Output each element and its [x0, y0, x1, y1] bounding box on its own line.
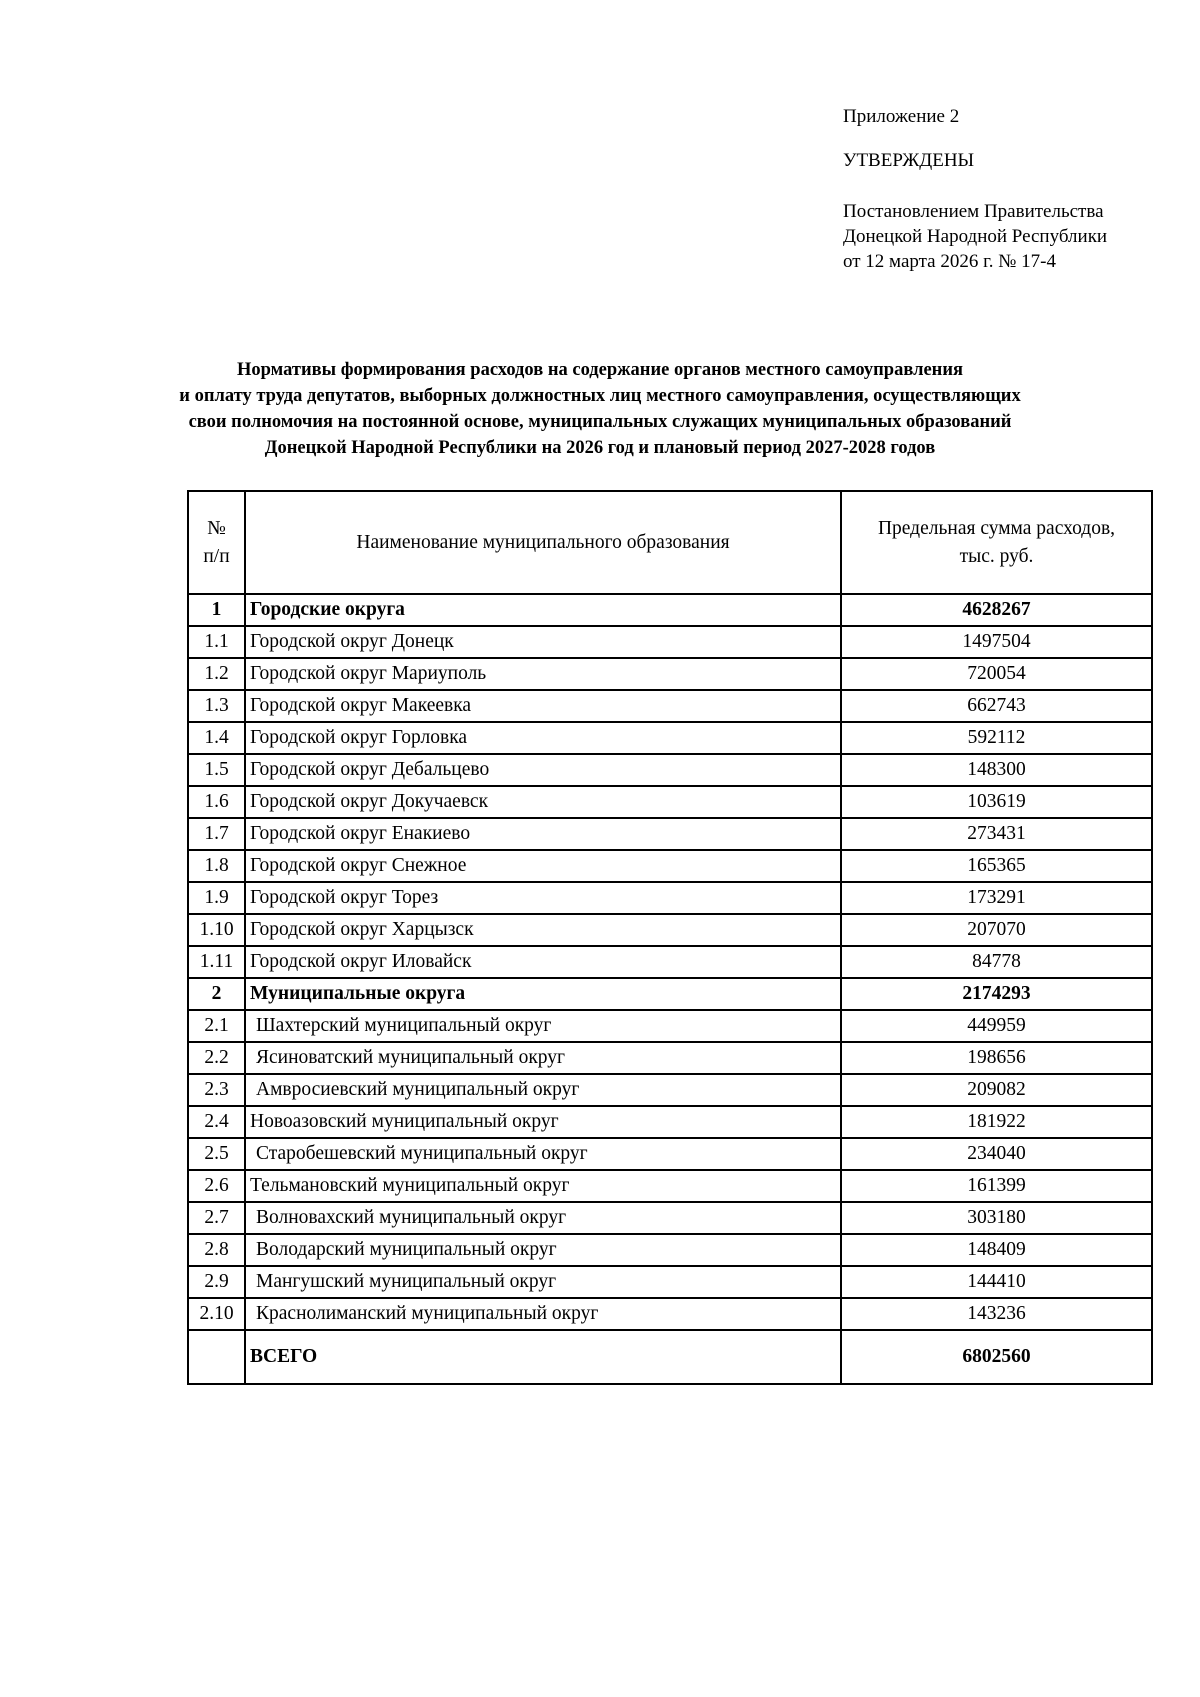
table-row	[188, 850, 1152, 882]
row-number: 1.3	[188, 690, 245, 722]
document-title	[150, 357, 1050, 461]
row-name: Волновахский муниципальный округ	[245, 1202, 841, 1234]
row-name: Новоазовский муниципальный округ	[245, 1106, 841, 1138]
decree-line-3: от 12 марта 2026 г. № 17-4	[843, 251, 1056, 272]
table-row	[188, 818, 1152, 850]
row-number: 2.4	[188, 1106, 245, 1138]
title-line-3: свои полномочия на постоянной основе, муниципальных служащих муниципальных образований	[188, 412, 1012, 432]
table-row	[188, 882, 1152, 914]
header-name: Наименование муниципального образования	[245, 491, 841, 594]
row-name: Городской округ Торез	[245, 882, 841, 914]
row-number: 2.6	[188, 1170, 245, 1202]
row-value: 209082	[841, 1074, 1152, 1106]
table-row	[188, 1074, 1152, 1106]
total-number-cell	[188, 1330, 245, 1384]
row-name: Амвросиевский муниципальный округ	[245, 1074, 841, 1106]
table-row	[188, 786, 1152, 818]
row-value: 181922	[841, 1106, 1152, 1138]
title-line-4: Донецкой Народной Республики на 2026 год и плановый период 2027-2028 годов	[264, 438, 936, 458]
table-row	[188, 1202, 1152, 1234]
decree-line-2: Донецкой Народной Республики	[843, 226, 1108, 247]
row-name: Городской округ Дебальцево	[245, 754, 841, 786]
table-row	[188, 754, 1152, 786]
row-value: 207070	[841, 914, 1152, 946]
appendix-label: Приложение 2	[843, 106, 960, 127]
row-value: 148300	[841, 754, 1152, 786]
row-number: 2.9	[188, 1266, 245, 1298]
total-row	[188, 1330, 1152, 1384]
row-name: Краснолиманский муниципальный округ	[245, 1298, 841, 1330]
header-number-line-2: п/п	[203, 545, 230, 567]
header-sum-line-1: Предельная сумма расходов,	[877, 517, 1116, 539]
row-value: 449959	[841, 1010, 1152, 1042]
row-number: 2.5	[188, 1138, 245, 1170]
row-value: 143236	[841, 1298, 1152, 1330]
header-sum-line-2: тыс. руб.	[959, 545, 1034, 567]
row-number: 1.7	[188, 818, 245, 850]
decree-line-1: Постановлением Правительства	[843, 201, 1104, 222]
row-name: Городской округ Снежное	[245, 850, 841, 882]
row-name: Старобешевский муниципальный округ	[245, 1138, 841, 1170]
row-name: Тельмановский муниципальный округ	[245, 1170, 841, 1202]
table-row	[188, 1042, 1152, 1074]
row-value: 303180	[841, 1202, 1152, 1234]
row-number: 2.2	[188, 1042, 245, 1074]
group-row	[188, 978, 1152, 1010]
table-row	[188, 946, 1152, 978]
table-body	[188, 594, 1152, 1330]
table-row	[188, 690, 1152, 722]
table-row	[188, 1298, 1152, 1330]
row-number: 2.8	[188, 1234, 245, 1266]
table-row	[188, 1170, 1152, 1202]
group-row	[188, 594, 1152, 626]
row-value: 161399	[841, 1170, 1152, 1202]
table-row	[188, 658, 1152, 690]
table-row	[188, 722, 1152, 754]
row-value: 1497504	[841, 626, 1152, 658]
row-number: 2.10	[188, 1298, 245, 1330]
row-value: 662743	[841, 690, 1152, 722]
row-number: 1.8	[188, 850, 245, 882]
row-number: 1	[188, 594, 245, 626]
row-number: 1.5	[188, 754, 245, 786]
table-header-row	[188, 491, 1152, 594]
row-number: 2.7	[188, 1202, 245, 1234]
row-name: Городской округ Донецк	[245, 626, 841, 658]
row-number: 1.1	[188, 626, 245, 658]
total-value: 6802560	[841, 1330, 1152, 1384]
row-name: Володарский муниципальный округ	[245, 1234, 841, 1266]
table-row	[188, 1106, 1152, 1138]
table-row	[188, 1138, 1152, 1170]
header-sum	[841, 491, 1152, 594]
row-value: 198656	[841, 1042, 1152, 1074]
row-name: Мангушский муниципальный округ	[245, 1266, 841, 1298]
approved-label: УТВЕРЖДЕНЫ	[843, 150, 975, 171]
row-value: 2174293	[841, 978, 1152, 1010]
row-value: 720054	[841, 658, 1152, 690]
table-row	[188, 1234, 1152, 1266]
table-row	[188, 914, 1152, 946]
row-name: Городской округ Енакиево	[245, 818, 841, 850]
row-value: 84778	[841, 946, 1152, 978]
row-value: 165365	[841, 850, 1152, 882]
row-value: 148409	[841, 1234, 1152, 1266]
table-row	[188, 1010, 1152, 1042]
row-name: Городской округ Горловка	[245, 722, 841, 754]
row-name: Городской округ Иловайск	[245, 946, 841, 978]
row-value: 144410	[841, 1266, 1152, 1298]
row-number: 1.11	[188, 946, 245, 978]
row-number: 1.6	[188, 786, 245, 818]
row-value: 592112	[841, 722, 1152, 754]
row-name: Городские округа	[245, 594, 841, 626]
row-name: Городской округ Макеевка	[245, 690, 841, 722]
expenditure-table	[187, 490, 1153, 1385]
row-value: 234040	[841, 1138, 1152, 1170]
row-number: 1.4	[188, 722, 245, 754]
row-number: 1.9	[188, 882, 245, 914]
row-value: 273431	[841, 818, 1152, 850]
row-number: 1.2	[188, 658, 245, 690]
row-number: 1.10	[188, 914, 245, 946]
row-number: 2.1	[188, 1010, 245, 1042]
row-name: Городской округ Харцызск	[245, 914, 841, 946]
header-number	[188, 491, 245, 594]
row-value: 173291	[841, 882, 1152, 914]
row-name: Городской округ Докучаевск	[245, 786, 841, 818]
row-name: Ясиноватский муниципальный округ	[245, 1042, 841, 1074]
title-line-2: и оплату труда депутатов, выборных должностных лиц местного самоуправления, осуществляющих	[179, 386, 1021, 406]
header-number-line-1: №	[207, 517, 226, 539]
row-number: 2.3	[188, 1074, 245, 1106]
title-line-1: Нормативы формирования расходов на содержание органов местного самоуправления	[237, 360, 963, 380]
row-number: 2	[188, 978, 245, 1010]
row-name: Муниципальные округа	[245, 978, 841, 1010]
row-name: Городской округ Мариуполь	[245, 658, 841, 690]
approval-header	[843, 104, 1173, 274]
row-name: Шахтерский муниципальный округ	[245, 1010, 841, 1042]
table-row	[188, 1266, 1152, 1298]
table-row	[188, 626, 1152, 658]
total-label: ВСЕГО	[245, 1330, 841, 1384]
row-value: 4628267	[841, 594, 1152, 626]
row-value: 103619	[841, 786, 1152, 818]
